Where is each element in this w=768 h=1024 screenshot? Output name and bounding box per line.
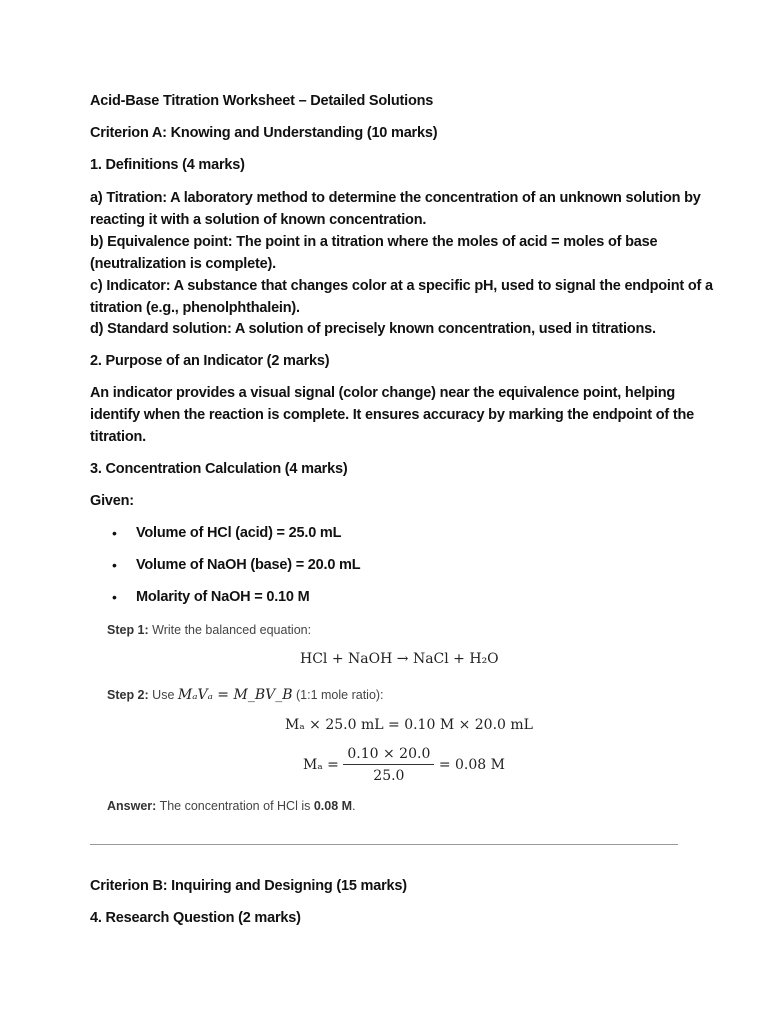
indicator-line: An indicator provides a visual signal (color change) near the equivalence point, helping [90,385,676,401]
calc-line-2 [303,746,505,784]
calc-result: = 0.08 M [438,757,505,773]
answer-text: The concentration of HCl is [159,799,311,813]
answer-value: 0.08 M [313,799,353,813]
definition-line: titration (e.g., phenolphthalein). [90,300,300,316]
section-divider [90,844,678,845]
answer-label: Answer: [107,799,157,813]
step-2-text: Use [152,688,175,702]
q2-heading: 2. Purpose of an Indicator (2 marks) [90,353,330,369]
bullet-dot: • [112,557,117,573]
answer-line [107,797,356,815]
bullet-dot: • [112,525,117,541]
fraction-denominator: 25.0 [373,768,405,784]
fraction-numerator: 0.10 × 20.0 [343,746,434,765]
step-1-label: Step 1: [107,623,149,637]
criterion-b-heading: Criterion B: Inquiring and Designing (15 marks) [90,878,407,894]
calc-line-1: Mₐ × 25.0 mL = 0.10 M × 20.0 mL [285,717,533,733]
given-label: Given: [90,493,134,509]
definition-line: d) Standard solution: A solution of precisely known concentration, used in titrations. [90,321,656,337]
bullet-dot: • [112,589,117,605]
given-item: Molarity of NaOH = 0.10 M [136,589,310,605]
answer-period: . [352,799,356,813]
step-2-label: Step 2: [107,688,149,702]
indicator-line: titration. [90,429,146,445]
step-1-text: Write the balanced equation: [152,623,312,637]
given-item: Volume of HCl (acid) = 25.0 mL [136,525,342,541]
balanced-equation: HCl + NaOH → NaCl + H₂O [300,651,499,667]
calc-fraction [343,746,434,784]
indicator-line: identify when the reaction is complete. It ensures accuracy by marking the endpoint of the [90,407,695,423]
given-item: Volume of NaOH (base) = 20.0 mL [136,557,361,573]
step-2 [107,686,384,704]
step-1 [107,621,311,639]
definition-line: (neutralization is complete). [90,256,276,272]
step-2-ratio: (1:1 mole ratio): [296,688,384,702]
definition-line: b) Equivalence point: The point in a titration where the moles of acid = moles of base [90,234,658,250]
calc-lhs: Mₐ = [303,757,339,773]
step-2-formula: MₐVₐ = M_BV_B [177,687,293,703]
q1-heading: 1. Definitions (4 marks) [90,157,245,173]
q4-heading: 4. Research Question (2 marks) [90,910,301,926]
definition-line: c) Indicator: A substance that changes color at a specific pH, used to signal the endpoint of a [90,278,713,294]
q3-heading: 3. Concentration Calculation (4 marks) [90,461,348,477]
definition-line: reacting it with a solution of known concentration. [90,212,427,228]
definition-line: a) Titration: A laboratory method to determine the concentration of an unknown solution by [90,190,701,206]
document-title: Acid-Base Titration Worksheet – Detailed Solutions [90,93,434,109]
criterion-a-heading: Criterion A: Knowing and Understanding (10 marks) [90,125,438,141]
